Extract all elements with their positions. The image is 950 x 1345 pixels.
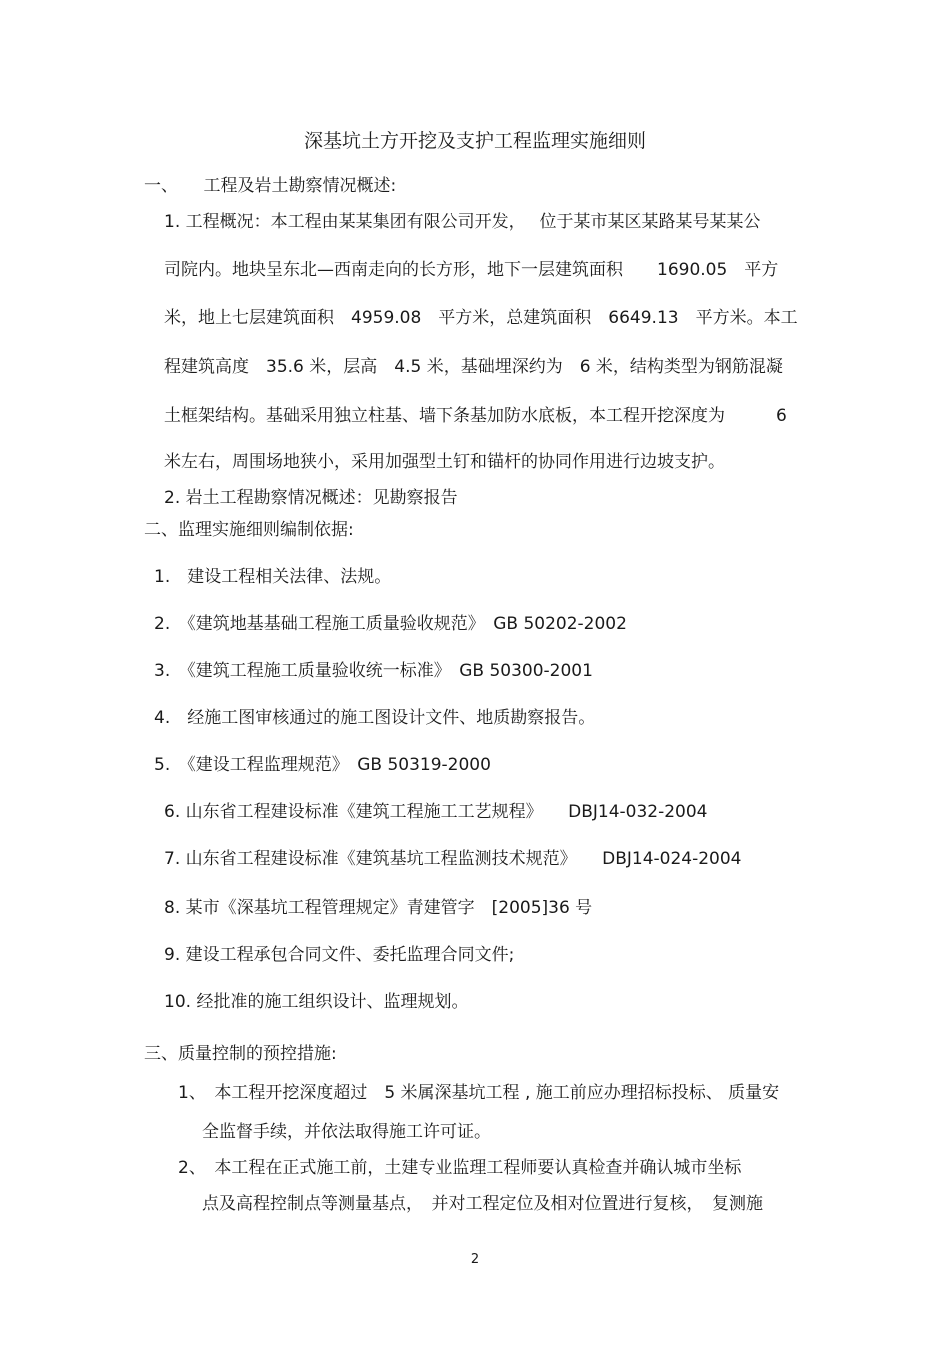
paragraph-line: 程建筑高度 35.6 米，层高 4.5 米，基础埋深约为 6 米，结构类型为钢筋混凝 xyxy=(164,357,783,377)
list-item: 8. 某市《深基坑工程管理规定》青建管字 [2005]36 号 xyxy=(164,898,593,918)
list-item: 9. 建设工程承包合同文件、委托监理合同文件; xyxy=(164,945,515,965)
document-title: 深基坑土方开挖及支护工程监理实施细则 xyxy=(303,130,646,152)
page-number: 2 xyxy=(470,1252,480,1267)
list-item: 10. 经批准的施工组织设计、监理规划。 xyxy=(164,992,469,1012)
paragraph-line: 点及高程控制点等测量基点， 并对工程定位及相对位置进行复核， 复测施 xyxy=(202,1194,763,1214)
paragraph-line: 全监督手续，并依法取得施工许可证。 xyxy=(202,1122,491,1142)
paragraph-line: 土框架结构。基础采用独立柱基、墙下条基加防水底板，本工程开挖深度为 6 xyxy=(164,406,787,426)
paragraph-line: 2. 岩土工程勘察情况概述：见勘察报告 xyxy=(164,488,458,508)
list-item: 3. 《建筑工程施工质量验收统一标准》 GB 50300-2001 xyxy=(154,661,593,681)
list-item: 1. 建设工程相关法律、法规。 xyxy=(154,567,392,587)
paragraph-line: 米左右，周围场地狭小，采用加强型土钉和锚杆的协同作用进行边坡支护。 xyxy=(164,452,725,472)
section-heading-2: 二、监理实施细则编制依据: xyxy=(144,520,354,540)
section-heading-3: 三、质量控制的预控措施: xyxy=(144,1044,337,1064)
section-heading-1: 一、 工程及岩土勘察情况概述: xyxy=(144,176,397,196)
list-item: 7. 山东省工程建设标准《建筑基坑工程监测技术规范》 DBJ14-024-2004 xyxy=(164,849,742,869)
paragraph-line: 米，地上七层建筑面积 4959.08 平方米，总建筑面积 6649.13 平方米。本工 xyxy=(164,308,798,328)
list-item: 2. 《建筑地基基础工程施工质量验收规范》 GB 50202-2002 xyxy=(154,614,627,634)
list-item: 5. 《建设工程监理规范》 GB 50319-2000 xyxy=(154,755,491,775)
paragraph-line: 司院内。地块呈东北—西南走向的长方形，地下一层建筑面积 1690.05 平方 xyxy=(164,260,779,280)
paragraph-line: 2、 本工程在正式施工前，土建专业监理工程师要认真检查并确认城市坐标 xyxy=(178,1158,742,1178)
paragraph-line: 1、 本工程开挖深度超过 5 米属深基坑工程 , 施工前应办理招标投标、 质量安 xyxy=(178,1083,780,1103)
paragraph-line: 1. 工程概况：本工程由某某集团有限公司开发， 位于某市某区某路某号某某公 xyxy=(164,212,761,232)
list-item: 4. 经施工图审核通过的施工图设计文件、地质勘察报告。 xyxy=(154,708,596,728)
list-item: 6. 山东省工程建设标准《建筑工程施工工艺规程》 DBJ14-032-2004 xyxy=(164,802,708,822)
